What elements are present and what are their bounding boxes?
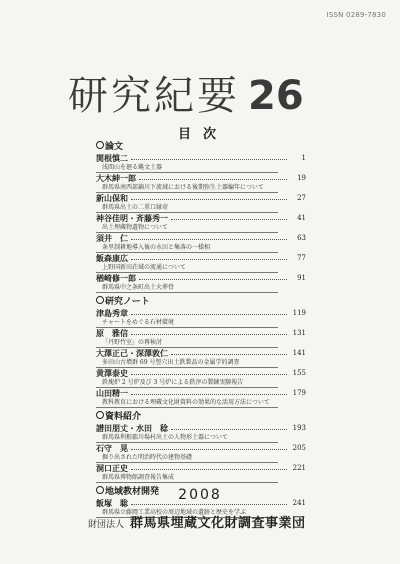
- toc-author: 楢崎修一郎: [96, 273, 136, 283]
- toc-entry: [96, 368, 306, 388]
- section-title-text: 資料紹介: [105, 412, 142, 422]
- toc-entry-header: [96, 328, 306, 338]
- toc-page-number: 1: [301, 154, 306, 162]
- toc-page-number: 179: [292, 389, 306, 397]
- toc-article-title: 「丹野竹室」の再検討: [96, 338, 306, 348]
- toc-author: 洞口正史: [96, 463, 128, 473]
- toc-article-title: 上野国新田荘域の流通について: [96, 263, 306, 273]
- toc-author: 大木紳一郎: [96, 173, 136, 183]
- toc-page-number: 19: [297, 174, 306, 182]
- toc-page-number: 91: [297, 274, 306, 282]
- toc-entry-header: [96, 253, 306, 263]
- toc-entry: [96, 173, 306, 193]
- toc-author: 原 雅信: [96, 328, 128, 338]
- toc-entry: [96, 213, 306, 233]
- toc-author: 黄澤泰史: [96, 368, 128, 378]
- toc-entry: [96, 328, 306, 348]
- circle-bullet-icon: [96, 411, 104, 419]
- toc-entry-header: [96, 173, 306, 183]
- dot-leader: [131, 259, 287, 260]
- toc-author: 須井 仁: [96, 233, 128, 243]
- toc-entry: [96, 463, 306, 483]
- toc-article-title: 群馬県出土の二重口縁壺: [96, 203, 306, 213]
- toc-entry: [96, 233, 306, 253]
- section-title-text: 地域教材開発: [105, 487, 160, 497]
- toc-entry-header: [96, 368, 306, 378]
- publisher-name: 群馬県埋蔵文化財調査事業団: [130, 516, 306, 531]
- toc-entry: [96, 153, 306, 173]
- toc-entry: [96, 443, 306, 463]
- table-of-contents: [96, 141, 306, 518]
- volume-number: 26: [248, 73, 304, 119]
- publisher-prefix: 財団法人: [88, 520, 125, 530]
- toc-page-number: 41: [297, 214, 306, 222]
- toc-article-title: 浅間山を廻る縄文土器: [96, 163, 306, 173]
- toc-author: 関根慎二: [96, 153, 128, 163]
- toc-page-number: 205: [292, 444, 306, 452]
- toc-article-title: 条里制耕地導入後の水田と集落の一様相: [96, 243, 306, 253]
- toc-entry-header: [96, 233, 306, 243]
- toc-author: 大澤正己・深澤敦仁: [96, 348, 168, 358]
- toc-article-title: 教科教育における埋蔵文化財資料の効果的な活用方法について: [96, 398, 306, 408]
- toc-page-number: 193: [292, 424, 306, 432]
- toc-entry: [96, 273, 306, 293]
- toc-author: 飯森康広: [96, 253, 128, 263]
- toc-author: 譜田朋丈・水田 稔: [96, 423, 168, 433]
- dot-leader: [139, 279, 287, 280]
- dot-leader: [131, 504, 287, 505]
- toc-article-title: 群馬県利根郡川場村出土の人物形土器について: [96, 433, 306, 443]
- toc-entry: [96, 348, 306, 368]
- dot-leader: [131, 449, 287, 450]
- toc-entry: [96, 193, 306, 213]
- toc-entry: [96, 388, 306, 408]
- toc-page-number: 119: [292, 309, 306, 317]
- dot-leader: [171, 354, 287, 355]
- dot-leader: [171, 219, 287, 220]
- dot-leader: [139, 179, 287, 180]
- toc-page-number: 27: [297, 194, 306, 202]
- issn-number: ISSN 0289-7830: [326, 11, 386, 19]
- dot-leader: [131, 199, 287, 200]
- toc-page-number: 63: [297, 234, 306, 242]
- section-title: [96, 141, 306, 153]
- journal-title-text: 研究紀要: [68, 73, 240, 119]
- toc-entry-header: [96, 308, 306, 318]
- toc-entry-header: [96, 273, 306, 283]
- section-title-text: 研究ノート: [105, 297, 150, 307]
- toc-entry-header: [96, 443, 306, 453]
- dot-leader: [131, 374, 287, 375]
- toc-page-number: 141: [292, 349, 306, 357]
- journal-title: [68, 64, 358, 121]
- toc-article-title: 鉄塊炉 2 号炉及び 3 号炉による鉄滓の製錬実験報告: [96, 378, 306, 388]
- toc-entry-header: [96, 213, 306, 223]
- toc-author: 津島秀章: [96, 308, 128, 318]
- toc-entry: [96, 253, 306, 273]
- toc-author: 飯塚 聡: [96, 498, 128, 508]
- toc-article-title: 群馬県中之条町出土火葬骨: [96, 283, 306, 293]
- toc-entry-header: [96, 388, 306, 398]
- circle-bullet-icon: [96, 296, 104, 304]
- dot-leader: [131, 334, 287, 335]
- toc-page-number: 77: [297, 254, 306, 262]
- toc-entry-header: [96, 193, 306, 203]
- toc-author: 石守 晃: [96, 443, 128, 453]
- toc-entry-header: [96, 423, 306, 433]
- toc-heading: 目次: [178, 127, 229, 142]
- publication-year: 2008: [178, 487, 222, 503]
- toc-author: 山田精一: [96, 388, 128, 398]
- toc-article-title: 群馬県南西部鏑川下流域における後期弥生土器編年について: [96, 183, 306, 193]
- toc-entry: [96, 308, 306, 328]
- toc-entry-header: [96, 348, 306, 358]
- circle-bullet-icon: [96, 141, 104, 149]
- toc-author: 新山保和: [96, 193, 128, 203]
- toc-page-number: 241: [292, 499, 306, 507]
- section-title: [96, 296, 306, 308]
- dot-leader: [171, 429, 287, 430]
- toc-article-title: 群馬県博物館調査報告集成: [96, 473, 306, 483]
- toc-article-title: 多田山古墳群 69 号竪穴出土鉄製品の金属学的調査: [96, 358, 306, 368]
- toc-article-title: 群馬県立藤岡工業高校の周辺地域の遺跡と歴史を学ぶ: [96, 508, 306, 518]
- toc-page-number: 155: [292, 369, 306, 377]
- dot-leader: [131, 159, 287, 160]
- toc-page-number: 221: [292, 464, 306, 472]
- toc-author: 神谷佳明・斉藤秀一: [96, 213, 168, 223]
- toc-entry: [96, 423, 306, 443]
- section-title-text: 論文: [105, 142, 124, 152]
- toc-entry-header: [96, 463, 306, 473]
- toc-entry-header: [96, 153, 306, 163]
- toc-article-title: 出土埋蔵物遺物について: [96, 223, 306, 233]
- dot-leader: [131, 469, 287, 470]
- toc-article-title: チャートをめぐる石材環境: [96, 318, 306, 328]
- dot-leader: [131, 394, 287, 395]
- toc-article-title: 掘り出された明治時代の建物基礎: [96, 453, 306, 463]
- dot-leader: [131, 239, 287, 240]
- dot-leader: [131, 314, 287, 315]
- toc-page-number: 131: [292, 329, 306, 337]
- publisher: [88, 512, 306, 531]
- section-title: [96, 411, 306, 423]
